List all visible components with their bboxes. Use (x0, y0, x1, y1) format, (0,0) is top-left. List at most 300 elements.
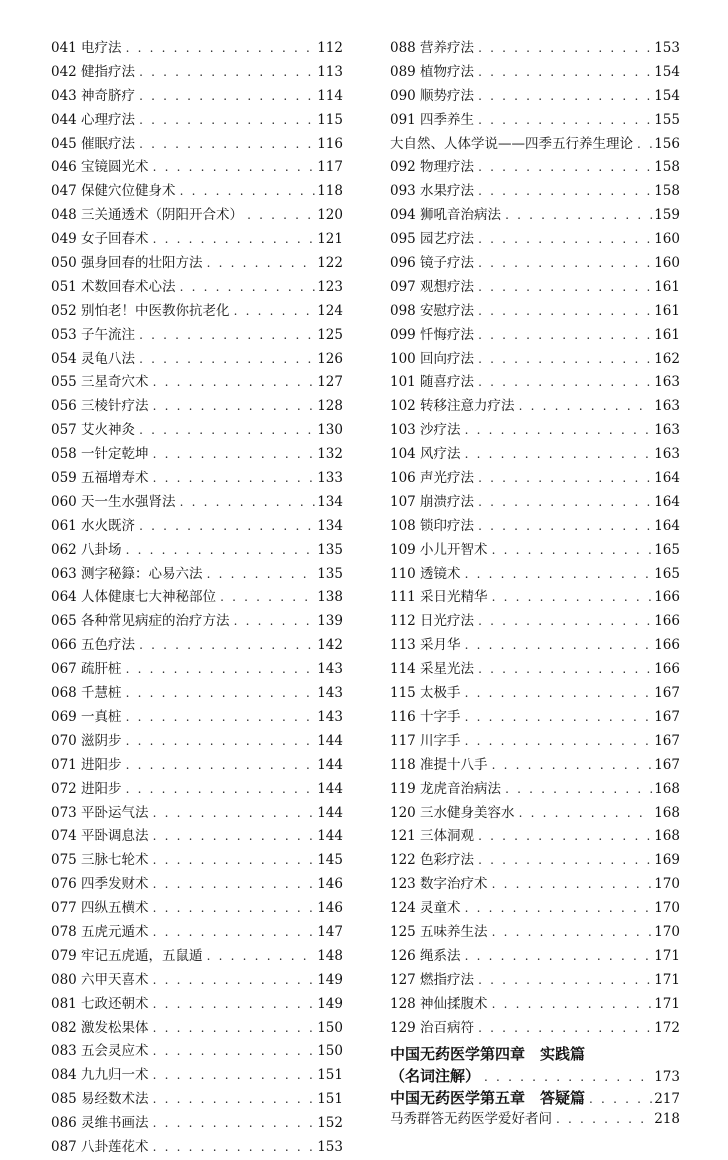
toc-entry (390, 993, 680, 1017)
toc-entry (390, 252, 680, 276)
toc-entry-page: 125 (317, 326, 343, 343)
final-entry (390, 1109, 680, 1129)
toc-entry-title: 122 色彩疗法 (390, 852, 475, 869)
dot-leader (153, 1017, 316, 1041)
toc-entry-page: 146 (317, 900, 343, 917)
dot-leader (478, 610, 652, 634)
dot-leader (153, 921, 316, 945)
toc-entry (51, 1017, 343, 1041)
toc-entry-page: 153 (654, 40, 680, 56)
dot-leader (153, 228, 316, 252)
toc-entry-page: 158 (654, 183, 680, 200)
dot-leader (478, 324, 652, 348)
toc-entry-page: 132 (317, 446, 343, 463)
dot-leader (207, 252, 316, 276)
toc-entry-page: 123 (317, 278, 343, 295)
dot-leader (465, 682, 653, 706)
toc-entry-page: 112 (317, 40, 343, 56)
toc-entry (51, 778, 343, 802)
toc-entry-title: 045 催眠疗法 (51, 135, 136, 152)
toc-entry-page: 120 (317, 207, 343, 224)
toc-left-column (51, 37, 343, 1160)
toc-entry (390, 491, 680, 515)
toc-entry (51, 180, 343, 204)
toc-entry-page: 126 (317, 350, 343, 367)
toc-entry-title: 109 小儿开智术 (390, 541, 488, 558)
toc-entry (390, 825, 680, 849)
toc-entry-page: 143 (317, 661, 343, 678)
dot-leader (465, 634, 653, 658)
dot-leader (126, 658, 316, 682)
toc-entry-page: 164 (654, 517, 680, 534)
dot-leader (153, 849, 316, 873)
toc-entry-title: 080 六甲天喜术 (51, 971, 149, 988)
toc-entry (390, 348, 680, 372)
toc-entry (390, 945, 680, 969)
final-entry-page: 218 (654, 1111, 680, 1128)
toc-entry-page: 151 (317, 1091, 343, 1108)
toc-entry-page: 133 (317, 470, 343, 487)
dot-leader (139, 133, 315, 157)
dot-leader (478, 467, 652, 491)
toc-entry-title: 083 五会灵应术 (51, 1043, 149, 1060)
toc-entry-title: 042 健指疗法 (51, 63, 136, 80)
toc-entry (51, 1136, 343, 1160)
toc-entry (51, 371, 343, 395)
dot-leader (153, 1040, 316, 1064)
toc-entry-page: 158 (654, 159, 680, 176)
toc-entry (51, 921, 343, 945)
toc-entry-title: 056 三棱针疗法 (51, 398, 149, 415)
toc-entry (51, 849, 343, 873)
toc-entry-title: 057 艾火神灸 (51, 422, 136, 439)
toc-entry (390, 634, 680, 658)
toc-entry-title: 069 一真桩 (51, 708, 122, 725)
toc-entry-page: 159 (654, 207, 680, 224)
toc-entry (51, 969, 343, 993)
dot-leader (465, 945, 653, 969)
toc-entry (51, 252, 343, 276)
dot-leader (505, 204, 652, 228)
dot-leader (478, 515, 652, 539)
dot-leader (153, 993, 316, 1017)
toc-entry-page: 139 (317, 613, 343, 630)
toc-entry-page: 163 (654, 446, 680, 463)
toc-entry (390, 754, 680, 778)
toc-entry-title: 101 随喜疗法 (390, 374, 475, 391)
toc-right-column (390, 37, 680, 1129)
toc-entry (390, 300, 680, 324)
dot-leader (126, 778, 316, 802)
toc-entry-page: 149 (317, 995, 343, 1012)
toc-entry-title: 081 七政还朝术 (51, 995, 149, 1012)
toc-entry-title: 086 灵维书画法 (51, 1115, 149, 1132)
dot-leader (139, 515, 315, 539)
toc-entry-title: 088 营养疗法 (390, 40, 475, 56)
toc-entry-title: 065 各种常见病症的治疗方法 (51, 613, 230, 630)
dot-leader (478, 109, 652, 133)
toc-entry-title: 118 准提十八手 (390, 756, 488, 773)
toc-entry (51, 658, 343, 682)
toc-entry-title: 108 锁印疗法 (390, 517, 475, 534)
toc-entry (51, 993, 343, 1017)
toc-entry-title: 111 采日光精华 (390, 589, 488, 606)
toc-entry (51, 204, 343, 228)
toc-entry (51, 85, 343, 109)
toc-entry-title: 098 安慰疗法 (390, 302, 475, 319)
toc-entry-title: 097 观想疗法 (390, 278, 475, 295)
toc-entry-page: 145 (317, 852, 343, 869)
toc-entry (51, 563, 343, 587)
dot-leader (465, 419, 653, 443)
toc-entry-page: 113 (317, 63, 343, 80)
toc-entry-page: 171 (654, 995, 680, 1012)
toc-entry-page: 118 (317, 183, 343, 200)
dot-leader (180, 276, 316, 300)
toc-entry-page: 121 (317, 231, 343, 248)
toc-entry (390, 586, 680, 610)
toc-entry-page: 144 (317, 828, 343, 845)
dot-leader (139, 419, 315, 443)
toc-entry-title: 041 电疗法 (51, 40, 122, 56)
toc-entry-title: 112 日光疗法 (390, 613, 475, 630)
toc-entry-title: 117 川字手 (390, 732, 461, 749)
toc-entry-title: 047 保健穴位健身术 (51, 183, 176, 200)
chapter4-page: 173 (654, 1069, 680, 1086)
toc-entry-page: 171 (654, 947, 680, 964)
toc-entry-page: 134 (317, 517, 343, 534)
toc-entry (51, 539, 343, 563)
toc-entry-page: 166 (654, 613, 680, 630)
dot-leader (492, 586, 653, 610)
toc-entry (390, 658, 680, 682)
dot-leader (492, 539, 653, 563)
toc-entry (390, 515, 680, 539)
dot-leader (153, 1136, 316, 1160)
chapter5-heading (390, 1087, 680, 1109)
toc-entry (51, 443, 343, 467)
dot-leader (126, 682, 316, 706)
toc-entry-page: 161 (654, 326, 680, 343)
toc-entry-title: 071 进阳步 (51, 756, 122, 773)
toc-entry-title: 050 强身回春的壮阳方法 (51, 255, 203, 272)
toc-entry-page: 166 (654, 637, 680, 654)
toc-entry-title: 087 八卦莲花术 (51, 1138, 149, 1155)
toc-entry (390, 395, 680, 419)
toc-entry (390, 873, 680, 897)
dot-leader (139, 85, 315, 109)
toc-entry (51, 276, 343, 300)
toc-entry-page: 115 (317, 111, 343, 128)
dot-leader (505, 778, 652, 802)
toc-entry-title: 063 测字秘籙：心易六法 (51, 565, 203, 582)
toc-entry (51, 873, 343, 897)
toc-entry-title: 053 子午流注 (51, 326, 136, 343)
dot-leader (478, 825, 652, 849)
toc-entry-title: 068 千慧桩 (51, 685, 122, 702)
toc-entry-page: 144 (317, 756, 343, 773)
toc-entry-title: 099 忏悔疗法 (390, 326, 475, 343)
toc-entry-page: 169 (654, 852, 680, 869)
toc-entry-page: 150 (317, 1043, 343, 1060)
final-entry-title: 马秀群答无药医学爱好者问 (390, 1111, 552, 1128)
toc-entry-page: 170 (654, 900, 680, 917)
dot-leader (207, 945, 316, 969)
toc-entry-title: 064 人体健康七大神秘部位 (51, 589, 217, 606)
toc-entry-title: 113 采月华 (390, 637, 461, 654)
toc-entry-page: 151 (317, 1067, 343, 1084)
toc-entry (51, 897, 343, 921)
toc-entry-title: 093 水果疗法 (390, 183, 475, 200)
toc-entry-page: 127 (317, 374, 343, 391)
toc-entry-page: 130 (317, 422, 343, 439)
toc-entry (390, 539, 680, 563)
toc-entry-page: 154 (654, 87, 680, 104)
toc-entry-title: 078 五虎元遁术 (51, 923, 149, 940)
toc-entry-title: 大自然、人体学说——四季五行养生理论 (390, 135, 633, 152)
toc-entry-title: 102 转移注意力疗法 (390, 398, 515, 415)
toc-entry-title: 074 平卧调息法 (51, 828, 149, 845)
toc-entry-title: 104 风疗法 (390, 446, 461, 463)
toc-entry-page: 117 (317, 159, 343, 176)
toc-entry-title: 121 三体洞观 (390, 828, 475, 845)
chapter4-heading (390, 1043, 680, 1087)
dot-leader (153, 802, 316, 826)
toc-entry-title: 046 宝镜圆光术 (51, 159, 149, 176)
toc-entry (51, 825, 343, 849)
toc-entry-page: 114 (317, 87, 343, 104)
toc-entry-page: 116 (317, 135, 343, 152)
toc-entry (51, 228, 343, 252)
toc-entry-title: 079 牢记五虎遁，五鼠遁 (51, 947, 203, 964)
toc-entry-title: 100 回向疗法 (390, 350, 475, 367)
toc-entry-title: 058 一针定乾坤 (51, 446, 149, 463)
dot-leader (478, 658, 652, 682)
toc-entry (390, 778, 680, 802)
dot-leader (220, 586, 315, 610)
toc-entry-page: 155 (654, 111, 680, 128)
toc-entry (51, 802, 343, 826)
toc-entry-title: 062 八卦场 (51, 541, 122, 558)
dot-leader (153, 443, 316, 467)
dot-leader (234, 300, 316, 324)
toc-entry (390, 706, 680, 730)
toc-entry-page: 162 (654, 350, 680, 367)
chapter4-subtitle-row (390, 1065, 680, 1087)
dot-leader (478, 491, 652, 515)
toc-entry (51, 945, 343, 969)
toc-entry-title: 119 龙虎音治病法 (390, 780, 502, 797)
toc-entry-page: 166 (654, 589, 680, 606)
toc-entry-page: 154 (654, 63, 680, 80)
dot-leader (478, 276, 652, 300)
dot-leader (478, 85, 652, 109)
toc-entry-title: 084 九九归一术 (51, 1067, 149, 1084)
dot-leader (465, 706, 653, 730)
toc-entry (51, 730, 343, 754)
toc-entry-title: 044 心理疗法 (51, 111, 136, 128)
toc-entry-title: 070 滋阴步 (51, 732, 122, 749)
dot-leader (478, 156, 652, 180)
toc-entry-page: 128 (317, 398, 343, 415)
dot-leader (139, 324, 315, 348)
toc-entry-page: 143 (317, 685, 343, 702)
toc-entry-title: 094 狮吼音治病法 (390, 207, 502, 224)
toc-entry (390, 969, 680, 993)
toc-entry-page: 171 (654, 971, 680, 988)
toc-entry-title: 049 女子回春术 (51, 231, 149, 248)
toc-entry-title: 096 镜子疗法 (390, 255, 475, 272)
toc-entry (390, 180, 680, 204)
toc-entry-page: 135 (317, 541, 343, 558)
toc-entry (390, 897, 680, 921)
toc-entry (51, 324, 343, 348)
toc-entry-page: 152 (317, 1115, 343, 1132)
dot-leader (519, 802, 653, 826)
dot-leader (478, 180, 652, 204)
toc-entry (51, 515, 343, 539)
dot-leader (465, 897, 653, 921)
toc-entry (51, 1040, 343, 1064)
toc-entry-page: 153 (317, 1138, 343, 1155)
toc-entry (51, 754, 343, 778)
dot-leader (465, 563, 653, 587)
toc-entry (390, 276, 680, 300)
dot-leader (153, 1088, 316, 1112)
toc-entry-title: 082 激发松果体 (51, 1019, 149, 1036)
toc-entry-title: 114 采星光法 (390, 661, 475, 678)
toc-entry-title: 129 治百病符 (390, 1019, 475, 1036)
dot-leader (139, 348, 315, 372)
toc-entry-title: 077 四纵五横术 (51, 900, 149, 917)
toc-entry-page: 148 (317, 947, 343, 964)
dot-leader (180, 180, 316, 204)
toc-entry (390, 61, 680, 85)
toc-entry-page: 124 (317, 302, 343, 319)
toc-entry-page: 143 (317, 708, 343, 725)
toc-entry-title: 075 三脉七轮术 (51, 852, 149, 869)
toc-entry-title: 054 灵龟八法 (51, 350, 136, 367)
toc-entry-title: 128 神仙揉腹术 (390, 995, 488, 1012)
dot-leader (478, 300, 652, 324)
toc-entry-title: 126 绳系法 (390, 947, 461, 964)
toc-entry (390, 802, 680, 826)
toc-entry-title: 072 进阳步 (51, 780, 122, 797)
toc-entry-page: 138 (317, 589, 343, 606)
chapter4-title: 中国无药医学第四章 实践篇 (390, 1045, 586, 1064)
toc-entry (51, 467, 343, 491)
toc-entry (390, 467, 680, 491)
dot-leader (589, 1088, 652, 1110)
dot-leader (153, 1112, 316, 1136)
toc-entry (390, 133, 680, 157)
dot-leader (153, 371, 316, 395)
toc-entry-title: 124 灵童术 (390, 900, 461, 917)
toc-entry (390, 85, 680, 109)
toc-entry-title: 051 术数回春术心法 (51, 278, 176, 295)
dot-leader (153, 467, 316, 491)
toc-entry (390, 156, 680, 180)
toc-entry-title: 066 五色疗法 (51, 637, 136, 654)
toc-entry (390, 682, 680, 706)
dot-leader (478, 37, 652, 61)
toc-entry-title: 092 物理疗法 (390, 159, 475, 176)
toc-entry-page: 156 (654, 135, 680, 152)
toc-entry-page: 170 (654, 923, 680, 940)
toc-entry-page: 163 (654, 422, 680, 439)
toc-entry-title: 125 五味养生法 (390, 923, 488, 940)
toc-entry (51, 395, 343, 419)
toc-entry (51, 1088, 343, 1112)
toc-right-list (390, 37, 680, 1040)
toc-entry (390, 921, 680, 945)
dot-leader (153, 156, 316, 180)
dot-leader (519, 395, 653, 419)
dot-leader (465, 730, 653, 754)
dot-leader (139, 61, 315, 85)
toc-entry-page: 150 (317, 1019, 343, 1036)
chapter5-page: 217 (654, 1091, 680, 1108)
toc-entry-page: 167 (654, 708, 680, 725)
toc-entry-title: 061 水火既济 (51, 517, 136, 534)
toc-entry-page: 147 (317, 923, 343, 940)
dot-leader (126, 730, 316, 754)
toc-entry-page: 160 (654, 231, 680, 248)
toc-entry (51, 156, 343, 180)
toc-entry-page: 163 (654, 374, 680, 391)
toc-entry-title: 085 易经数术法 (51, 1091, 149, 1108)
toc-entry-title: 089 植物疗法 (390, 63, 475, 80)
dot-leader (139, 109, 315, 133)
toc-entry-page: 160 (654, 255, 680, 272)
dot-leader (478, 252, 652, 276)
dot-leader (478, 61, 652, 85)
toc-entry (390, 730, 680, 754)
dot-leader (484, 1066, 652, 1088)
dot-leader (126, 754, 316, 778)
chapter4-subtitle: （名词注解） (390, 1067, 481, 1086)
toc-entry-title: 073 平卧运气法 (51, 804, 149, 821)
toc-entry-page: 164 (654, 470, 680, 487)
toc-entry (390, 849, 680, 873)
toc-entry-page: 146 (317, 876, 343, 893)
toc-entry-title: 076 四季发财术 (51, 876, 149, 893)
toc-entry-page: 161 (654, 278, 680, 295)
toc-entry-page: 144 (317, 780, 343, 797)
toc-entry-title: 120 三水健身美容水 (390, 804, 515, 821)
dot-leader (478, 348, 652, 372)
dot-leader (153, 873, 316, 897)
toc-entry (390, 109, 680, 133)
toc-entry (51, 634, 343, 658)
toc-entry-title: 043 神奇脐疗 (51, 87, 136, 104)
toc-entry-title: 107 崩溃疗法 (390, 493, 475, 510)
toc-entry (51, 1064, 343, 1088)
toc-entry-title: 090 顺势疗法 (390, 87, 475, 104)
toc-entry (51, 61, 343, 85)
toc-entry-page: 172 (654, 1019, 680, 1036)
dot-leader (153, 969, 316, 993)
toc-entry-page: 144 (317, 732, 343, 749)
toc-entry-title: 055 三星奇穴术 (51, 374, 149, 391)
dot-leader (207, 563, 316, 587)
toc-entry-title: 123 数字治疗术 (390, 876, 488, 893)
toc-entry-page: 161 (654, 302, 680, 319)
toc-entry-page: 166 (654, 661, 680, 678)
toc-entry (390, 204, 680, 228)
toc-entry-page: 122 (317, 255, 343, 272)
toc-entry (51, 610, 343, 634)
